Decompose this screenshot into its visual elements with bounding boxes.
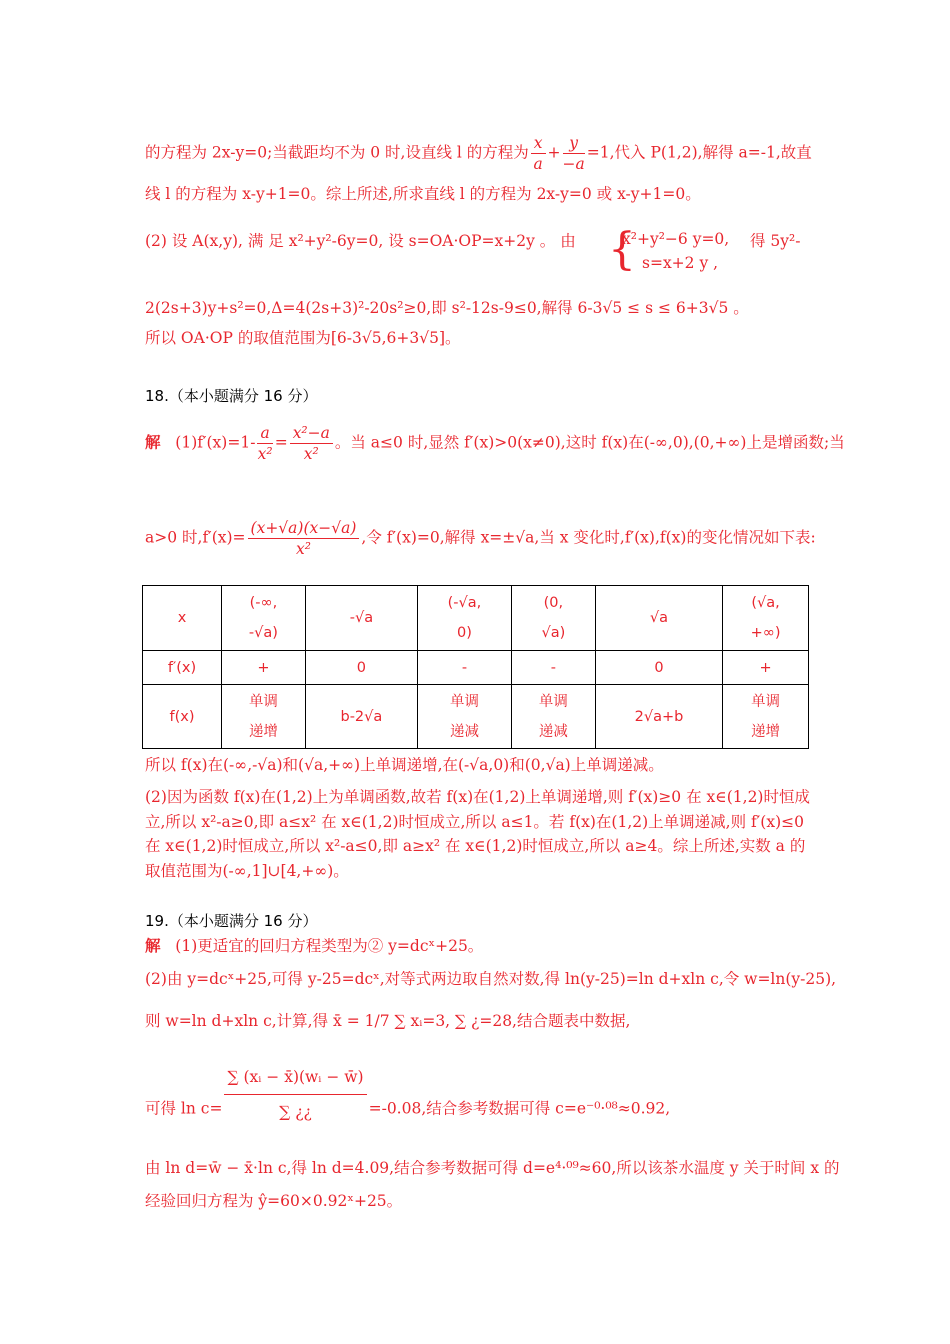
table-cell: b-2√a [305,685,417,749]
p17-line3b: 得 5y²- [750,232,801,250]
table-cell: + [723,651,809,685]
table-cell: (-√a, 0) [417,586,511,651]
fraction: $\frac{y}{-a}$ [562,134,585,173]
fraction: $\frac{\text{x²−a}}{\text{x²}}$ [290,423,333,464]
table-cell: 单调 递增 [222,685,306,749]
table-cell: f(x) [143,685,222,749]
q19-line3: 则 w=ln d+xln c,计算,得 x̄ = 1/7 ∑ xᵢ=3, ∑ ¿=28,结合题表中数据, [145,1012,631,1030]
table-cell: f′(x) [143,651,222,685]
q19-line4: 可得 ln c= $\frac{\text{∑ (xᵢ − x̄)(wᵢ − w̄)}}{\sum ¿¿}$ =-0.08,结合参考数据可得 c=e⁻⁰·⁰⁸≈0.92, [145,1090,810,1129]
p17-line1: 的方程为 2x-y=0;当截距均不为 0 时,设直线 l 的方程为 $\frac{x}{a}$ + $\frac{y}{-a}$ =1,代入 P(1,2),解得 a=-1,故直 [145,134,812,173]
q19-line2: (2)由 y=dcˣ+25,可得 y-25=dcˣ,对等式两边取自然对数,得 ln(y-25)=ln d+xln c,令 w=ln(y-25), [145,970,837,988]
fraction: $\frac{x}{a}$ [531,133,546,174]
table-cell: 单调 递增 [723,685,809,749]
q19-line1: 解 (1)更适宜的回归方程类型为② y=dcˣ+25。 [145,936,484,955]
table-cell: 0 [305,651,417,685]
table-cell: + [222,651,306,685]
table-cell: 单调 递减 [511,685,595,749]
variation-table [142,585,809,749]
q19-title: 19.（本小题满分 16 分） [145,912,318,930]
q19-line5: 由 ln d=w̄ − x̄·ln c,得 ln d=4.09,结合参考数据可得 d=e⁴·⁰⁹≈60,所以该茶水温度 y 关于时间 x 的 [145,1159,840,1177]
q18-part2: (2)因为函数 f(x)在(1,2)上为单调函数,故若 f(x)在(1,2)上单调递增,则 f′(x)≥0 在 x∈(1,2)时恒成立,所以 x²-a≥0,即 a≤x² 在 x∈(1,2)时恒成立,所以 a≤1。若 f(x)在(1,2)上单调递减,则 f′(x)≤0 在 x∈(1,2)时恒成立,所以 x²-a≤0,即 a≥x² 在 x∈(1,2)时恒成立,所以 a≥4。综上所述,实数 a 的取值范围为(-∞,1]∪[4,+∞)。 [145,788,810,880]
fraction: $\frac{(x+√a)(x-√a)}{\text{x²}}$ [248,518,360,559]
table-cell: (0, √a) [511,586,595,651]
table-row [143,586,809,651]
q18-line2: a>0 时,f′(x)= $\frac{(x+√a)(x-√a)}{\text{x²}}$ ,令 f′(x)=0,解得 x=±√a,当 x 变化时,f′(x),f(x)的变化情况如下表: [145,519,816,558]
solution-label: 解 [145,432,161,452]
p17-line5: 所以 OA·OP 的取值范围为[6-3√5,6+3√5]。 [145,329,461,347]
q18-title: 18.（本小题满分 16 分） [145,387,318,405]
table-cell: 单调 递减 [417,685,511,749]
table-cell: √a [595,586,722,651]
equation-system: { x²+y²−6 y=0, s=x+2 y , [608,224,730,275]
q18-line1: 解 (1)f′(x)=1- $\frac{a}{\text{x²}}$ = $\frac{\text{x²−a}}{\text{x²}}$ 。当 a≤0 时,显然 f′(x)>0(x≠0),这时 f(x)在(-∞,0),(0,+∞)上是增函数;当 [145,424,845,463]
table-cell: 2√a+b [595,685,722,749]
fraction: $\frac{\text{∑ (xᵢ − x̄)(wᵢ − w̄)}}{\sum ¿¿}$ [224,1060,366,1129]
q19-line6: 经验回归方程为 ŷ=60×0.92ˣ+25。 [145,1192,403,1210]
table-cell: - [417,651,511,685]
table-row [143,651,809,685]
table-cell: (-∞, -√a) [222,586,306,651]
table-cell: (√a, +∞) [723,586,809,651]
table-cell: -√a [305,586,417,651]
p17-line3: (2) 设 A(x,y), 满 足 x²+y²-6y=0, 设 s=OA·OP=x+2y 。 由 [145,232,576,250]
table-cell: 0 [595,651,722,685]
table-cell: x [143,586,222,651]
table-cell: - [511,651,595,685]
fraction: $\frac{a}{\text{x²}}$ [257,424,273,463]
solution-label: 解 [145,936,161,955]
q18-after-table: 所以 f(x)在(-∞,-√a)和(√a,+∞)上单调递增,在(-√a,0)和(0,√a)上单调递减。 [145,756,664,774]
table-row [143,685,809,749]
p17-line4: 2(2s+3)y+s²=0,Δ=4(2s+3)²-20s²≥0,即 s²-12s-9≤0,解得 6-3√5 ≤ s ≤ 6+3√5 。 [145,299,749,317]
p17-line2: 线 l 的方程为 x-y+1=0。综上所述,所求直线 l 的方程为 2x-y=0 或 x-y+1=0。 [145,185,701,203]
brace-icon: { [608,224,636,275]
